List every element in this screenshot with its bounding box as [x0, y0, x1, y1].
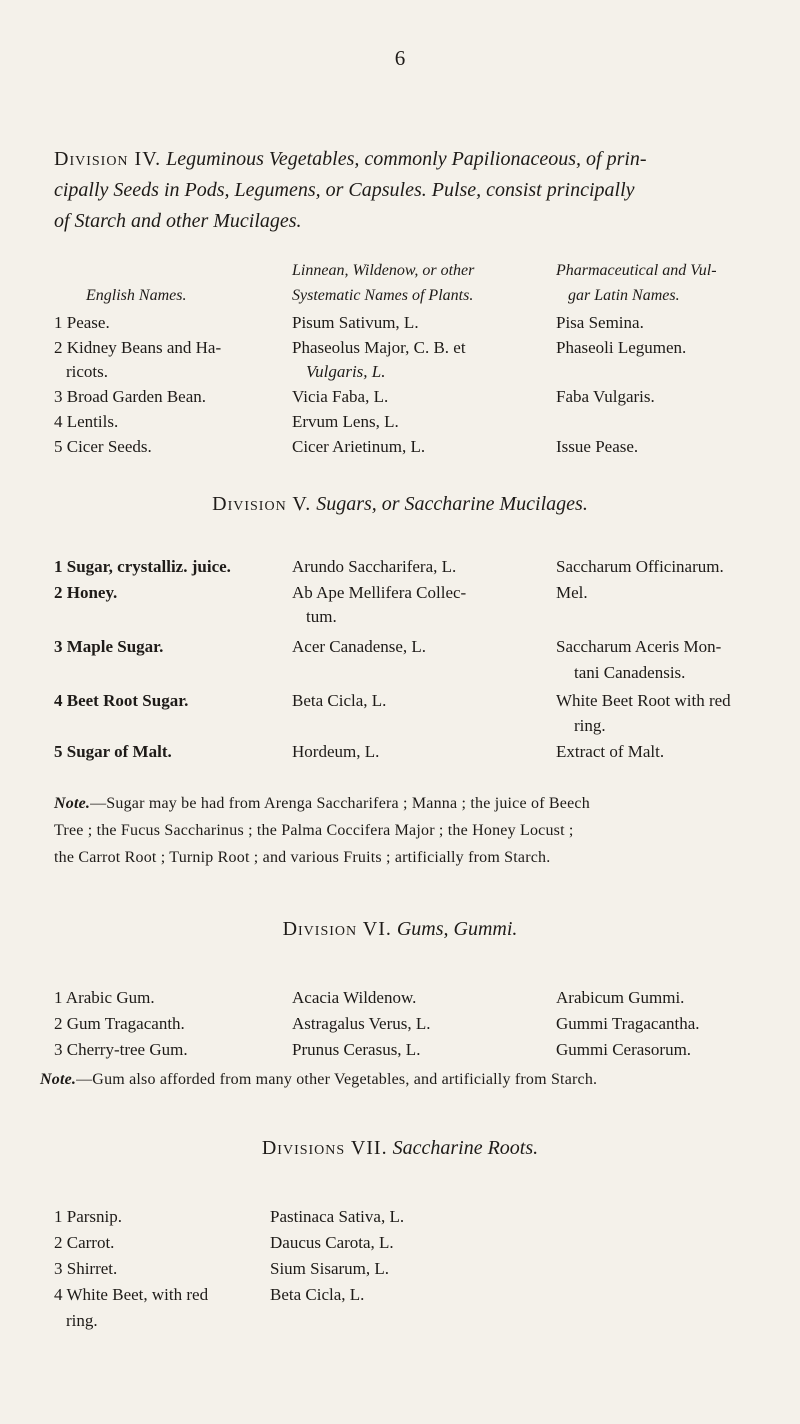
div5-row4-latin-cont: ring.	[574, 716, 606, 735]
division-6-note	[40, 1066, 780, 1093]
division-5-note-line1: —Sugar may be had from Arenga Saccharifera ; Manna ; the juice of Beech	[90, 795, 590, 812]
div5-row3-latin-cont: tani Canadensis.	[574, 663, 686, 682]
div4-row3-english: 3 Broad Garden Bean.	[54, 387, 207, 406]
div5-row4-english: 4 Beet Root Sugar.	[54, 691, 189, 710]
div6-row2-linnean: Astragalus Verus, L.	[292, 1014, 431, 1033]
div5-row5-linnean: Hordeum, L.	[292, 742, 380, 761]
div4-row3-linnean: Vicia Faba, L.	[292, 387, 389, 406]
div4-row2-english: 2 Kidney Beans and Ha-	[54, 338, 222, 357]
div4-row1-linnean: Pisum Sativum, L.	[292, 313, 419, 332]
div4-row2-english-cont: ricots.	[66, 362, 109, 381]
div4-row5-latin: Issue Pease.	[556, 437, 639, 456]
div7-row1-english: 1 Parsnip.	[54, 1207, 122, 1226]
div5-row2-english: 2 Honey.	[54, 583, 118, 602]
div5-row5-english: 5 Sugar of Malt.	[54, 742, 172, 761]
div7-row2-linnean: Daucus Carota, L.	[270, 1233, 394, 1252]
div6-row3-linnean: Prunus Cerasus, L.	[292, 1040, 421, 1059]
div7-row4-linnean: Beta Cicla, L.	[270, 1285, 365, 1304]
division-5-subtitle: Sugars, or Saccharine Mucilages.	[316, 493, 588, 515]
div4-row2-latin: Phaseoli Legumen.	[556, 338, 687, 357]
division-5-note	[54, 790, 776, 871]
header-english-names: English Names.	[86, 287, 187, 304]
div7-row1-linnean: Pastinaca Sativa, L.	[270, 1207, 405, 1226]
division-4-label: Division IV.	[54, 148, 162, 170]
div7-row2-english: 2 Carrot.	[54, 1233, 115, 1252]
division-4-title-line2: cipally Seeds in Pods, Legumens, or Capsules. Pulse, consist principally	[54, 179, 635, 201]
division-5-label: Division V.	[212, 493, 312, 515]
div7-row3-linnean: Sium Sisarum, L.	[270, 1259, 390, 1278]
division-6-label: Division VI.	[282, 918, 392, 940]
division-5-note-label: Note.	[54, 795, 91, 812]
page-number: 6	[394, 46, 406, 70]
div7-row3-english: 3 Shirret.	[54, 1259, 118, 1278]
division-7-subtitle: Saccharine Roots.	[392, 1137, 539, 1159]
div5-row2-linnean-cont: tum.	[306, 607, 337, 626]
division-7-heading	[0, 1137, 800, 1160]
division-7-label: Divisions VII.	[261, 1137, 388, 1159]
div5-row2-latin: Mel.	[556, 583, 588, 602]
division-6-note-text: —Gum also afforded from many other Vegetables, and artificially from Starch.	[76, 1071, 598, 1088]
div5-row4-linnean: Beta Cicla, L.	[292, 691, 387, 710]
div6-row3-english: 3 Cherry-tree Gum.	[54, 1040, 188, 1059]
div4-row2-linnean: Phaseolus Major, C. B. et	[292, 338, 466, 357]
div4-row5-linnean: Cicer Arietinum, L.	[292, 437, 426, 456]
div4-row1-english: 1 Pease.	[54, 313, 110, 332]
header-linnean-line2: Systematic Names of Plants.	[292, 287, 474, 304]
division-4-heading	[54, 144, 774, 237]
div6-row2-latin: Gummi Tragacantha.	[556, 1014, 700, 1033]
div4-row2-linnean-cont: Vulgaris, L.	[306, 362, 386, 381]
div5-row3-latin: Saccharum Aceris Mon-	[556, 637, 722, 656]
div4-row5-english: 5 Cicer Seeds.	[54, 437, 152, 456]
division-5-note-line2: Tree ; the Fucus Saccharinus ; the Palma Coccifera Major ; the Honey Locust ;	[54, 822, 574, 839]
div7-row4-english-cont: ring.	[66, 1311, 98, 1330]
div5-row3-linnean: Acer Canadense, L.	[292, 637, 427, 656]
div4-row3-latin: Faba Vulgaris.	[556, 387, 655, 406]
div7-row4-english: 4 White Beet, with red	[54, 1285, 209, 1304]
header-pharma-line1: Pharmaceutical and Vul-	[556, 262, 717, 279]
div5-row4-latin: White Beet Root with red	[556, 691, 731, 710]
div4-row4-english: 4 Lentils.	[54, 412, 119, 431]
division-5-heading	[0, 493, 800, 516]
div6-row2-english: 2 Gum Tragacanth.	[54, 1014, 185, 1033]
div5-row1-latin: Saccharum Officinarum.	[556, 557, 724, 576]
div5-row1-english: 1 Sugar, crystalliz. juice.	[54, 557, 231, 576]
div5-row3-english: 3 Maple Sugar.	[54, 637, 164, 656]
div5-row5-latin: Extract of Malt.	[556, 742, 665, 761]
div5-row1-linnean: Arundo Saccharifera, L.	[292, 557, 457, 576]
div6-row1-english: 1 Arabic Gum.	[54, 988, 155, 1007]
div6-row1-linnean: Acacia Wildenow.	[292, 988, 417, 1007]
division-4-title-line3: of Starch and other Mucilages.	[54, 210, 302, 232]
div4-row4-linnean: Ervum Lens, L.	[292, 412, 399, 431]
division-5-note-line3: the Carrot Root ; Turnip Root ; and various Fruits ; artificially from Starch.	[54, 849, 551, 866]
div4-row1-latin: Pisa Semina.	[556, 313, 644, 332]
div6-row3-latin: Gummi Cerasorum.	[556, 1040, 692, 1059]
div5-row2-linnean: Ab Ape Mellifera Collec-	[292, 583, 467, 602]
division-4-title-line1: Leguminous Vegetables, commonly Papilionaceous, of prin-	[166, 148, 647, 170]
division-6-heading	[0, 918, 800, 941]
div6-row1-latin: Arabicum Gummi.	[556, 988, 685, 1007]
division-6-note-label: Note.	[40, 1071, 77, 1088]
header-pharma-line2: gar Latin Names.	[568, 287, 680, 304]
header-linnean-line1: Linnean, Wildenow, or other	[292, 262, 475, 279]
division-6-subtitle: Gums, Gummi.	[396, 918, 518, 940]
